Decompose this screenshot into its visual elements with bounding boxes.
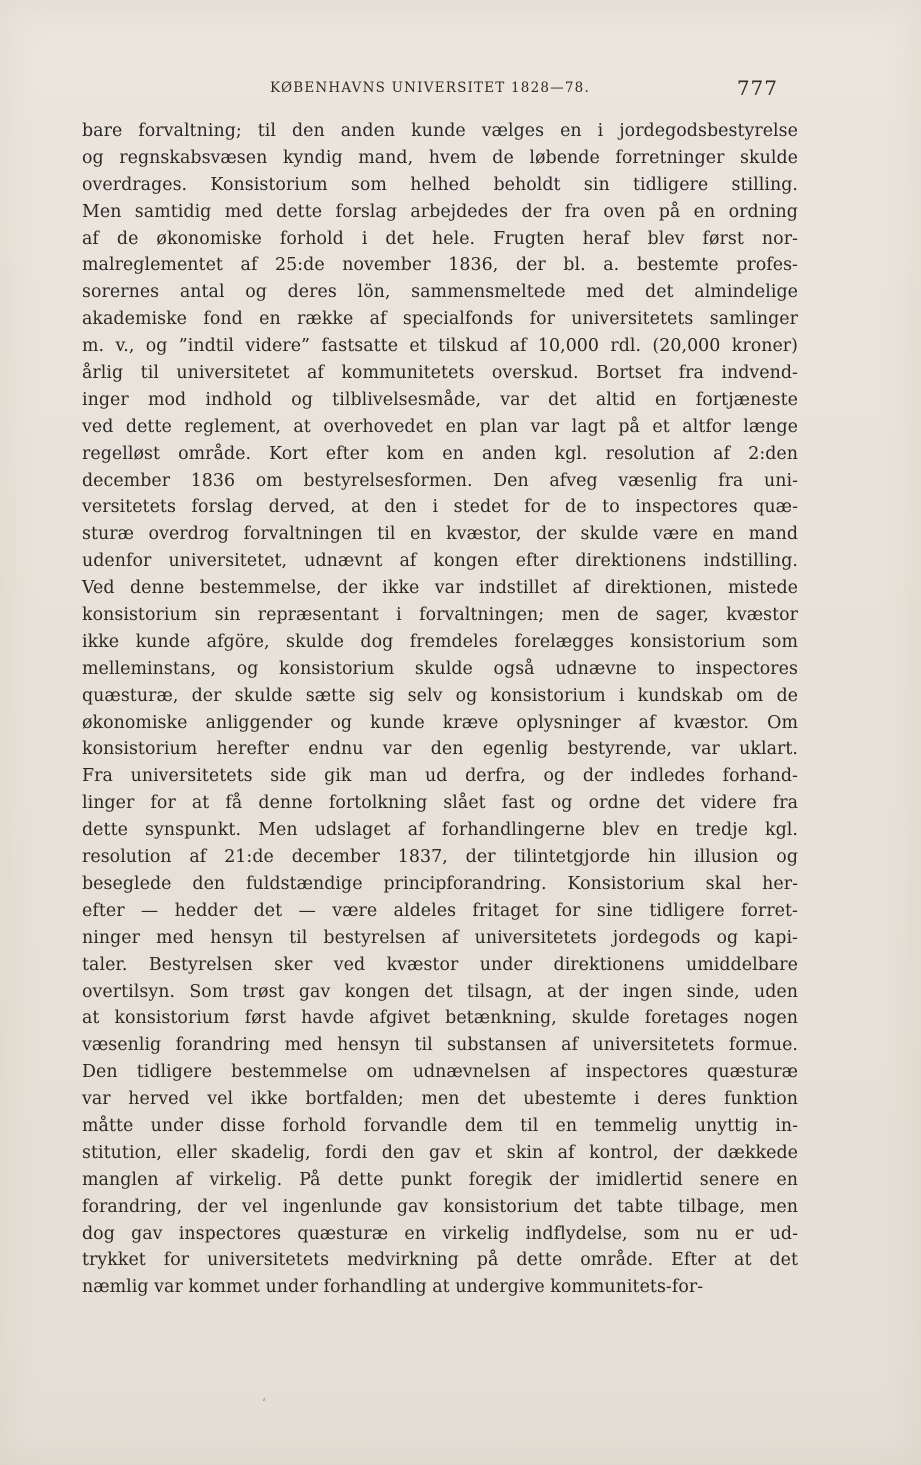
- text-line: regelløst område. Kort efter kom en anden kgl. resolution af 2:den: [82, 443, 798, 464]
- text-line: m. v., og ”indtil videre” fastsatte et tilskud af 10,000 rdl. (20,000 kroner): [82, 336, 798, 357]
- text-line: december 1836 om bestyrelsesformen. Den afveg væsenlig fra uni-: [82, 470, 798, 491]
- text-line: at konsistorium først havde afgivet betænkning, skulde foretages nogen: [82, 1008, 798, 1029]
- text-line: melleminstans, og konsistorium skulde også udnævne to inspectores: [82, 658, 798, 679]
- text-line: malreglementet af 25:de november 1836, der bl. a. bestemte profes-: [82, 255, 798, 276]
- text-line: økonomiske anliggender og kunde kræve oplysninger af kvæstor. Om: [82, 712, 798, 733]
- text-line: dog gav inspectores quæsturæ en virkelig indflydelse, som nu er ud-: [82, 1223, 798, 1244]
- text-line: af de økonomiske forhold i det hele. Frugten heraf blev først nor-: [82, 228, 798, 249]
- text-line: og regnskabsvæsen kyndig mand, hvem de løbende forretninger skulde: [82, 147, 798, 168]
- stray-print-mark: ‘: [262, 1396, 266, 1410]
- text-line: årlig til universitetet af kommunitetets overskud. Bortset fra indvend-: [82, 363, 798, 384]
- text-line: efter — hedder det — være aldeles fritaget for sine tidligere forret-: [82, 900, 798, 921]
- text-line: ikke kunde afgöre, skulde dog fremdeles forelægges konsistorium som: [82, 631, 798, 652]
- text-line: Fra universitetets side gik man ud derfra, og der indledes forhand-: [82, 766, 798, 787]
- text-line: næmlig var kommet under forhandling at undergive kommunitets-for-: [82, 1277, 704, 1298]
- text-line: quæsturæ, der skulde sætte sig selv og konsistorium i kundskab om de: [82, 685, 798, 706]
- text-line: versitetets forslag derved, at den i stedet for de to inspectores quæ-: [82, 497, 798, 518]
- text-line: overtilsyn. Som trøst gav kongen det tilsagn, at der ingen sinde, uden: [82, 981, 798, 1002]
- text-line: trykket for universitetets medvirkning på dette område. Efter at det: [82, 1250, 798, 1271]
- running-head: [82, 76, 778, 106]
- text-line: sorernes antal og deres lön, sammensmeltede med det almindelige: [82, 282, 798, 303]
- text-line: resolution af 21:de december 1837, der tilintetgjorde hin illusion og: [82, 847, 798, 868]
- text-line: manglen af virkelig. På dette punkt foregik der imidlertid senere en: [82, 1169, 798, 1190]
- text-line: dette synspunkt. Men udslaget af forhandlingerne blev en tredje kgl.: [82, 820, 798, 841]
- text-line: ninger med hensyn til bestyrelsen af universitetets jordegods og kapi-: [82, 927, 798, 948]
- text-line: udenfor universitetet, udnævnt af kongen efter direktionens indstilling.: [82, 551, 798, 572]
- text-line: ved dette reglement, at overhovedet en plan var lagt på et altfor længe: [82, 416, 798, 437]
- text-line: taler. Bestyrelsen sker ved kvæstor under direktionens umiddelbare: [82, 954, 798, 975]
- running-title: KØBENHAVNS UNIVERSITET 1828—78.: [270, 80, 590, 96]
- body-text: [82, 118, 798, 1301]
- text-line: inger mod indhold og tilblivelsesmåde, var det altid en fortjæneste: [82, 389, 798, 410]
- text-line: konsistorium sin repræsentant i forvaltningen; men de sager, kvæstor: [82, 605, 798, 626]
- text-line: stitution, eller skadelig, fordi den gav et skin af kontrol, der dækkede: [82, 1142, 798, 1163]
- text-line: Ved denne bestemmelse, der ikke var indstillet af direktionen, mistede: [82, 578, 798, 599]
- text-line: Men samtidig med dette forslag arbejdedes der fra oven på en ordning: [82, 201, 798, 222]
- text-line: beseglede den fuldstændige principforandring. Konsistorium skal her-: [82, 873, 798, 894]
- text-line: Den tidligere bestemmelse om udnævnelsen af inspectores quæsturæ: [82, 1062, 798, 1083]
- text-line: linger for at få denne fortolkning slået fast og ordne det videre fra: [82, 793, 798, 814]
- text-line: bare forvaltning; til den anden kunde vælges en i jordegodsbestyrelse: [82, 121, 798, 141]
- text-line: konsistorium herefter endnu var den egenlig bestyrende, var uklart.: [82, 739, 798, 760]
- text-line: akademiske fond en række af specialfonds for universitetets samlinger: [82, 309, 798, 330]
- text-line: sturæ overdrog forvaltningen til en kvæstor, der skulde være en mand: [82, 524, 798, 545]
- page-number: 777: [736, 76, 778, 100]
- text-line: overdrages. Konsistorium som helhed beholdt sin tidligere stilling.: [82, 174, 798, 195]
- text-line: var herved vel ikke bortfalden; men det ubestemte i deres funktion: [82, 1089, 798, 1110]
- text-line: måtte under disse forhold forvandle dem til en temmelig unyttig in-: [82, 1115, 798, 1136]
- text-line: væsenlig forandring med hensyn til substansen af universitetets formue.: [82, 1035, 798, 1056]
- text-line: forandring, der vel ingenlunde gav konsistorium det tabte tilbage, men: [82, 1196, 798, 1217]
